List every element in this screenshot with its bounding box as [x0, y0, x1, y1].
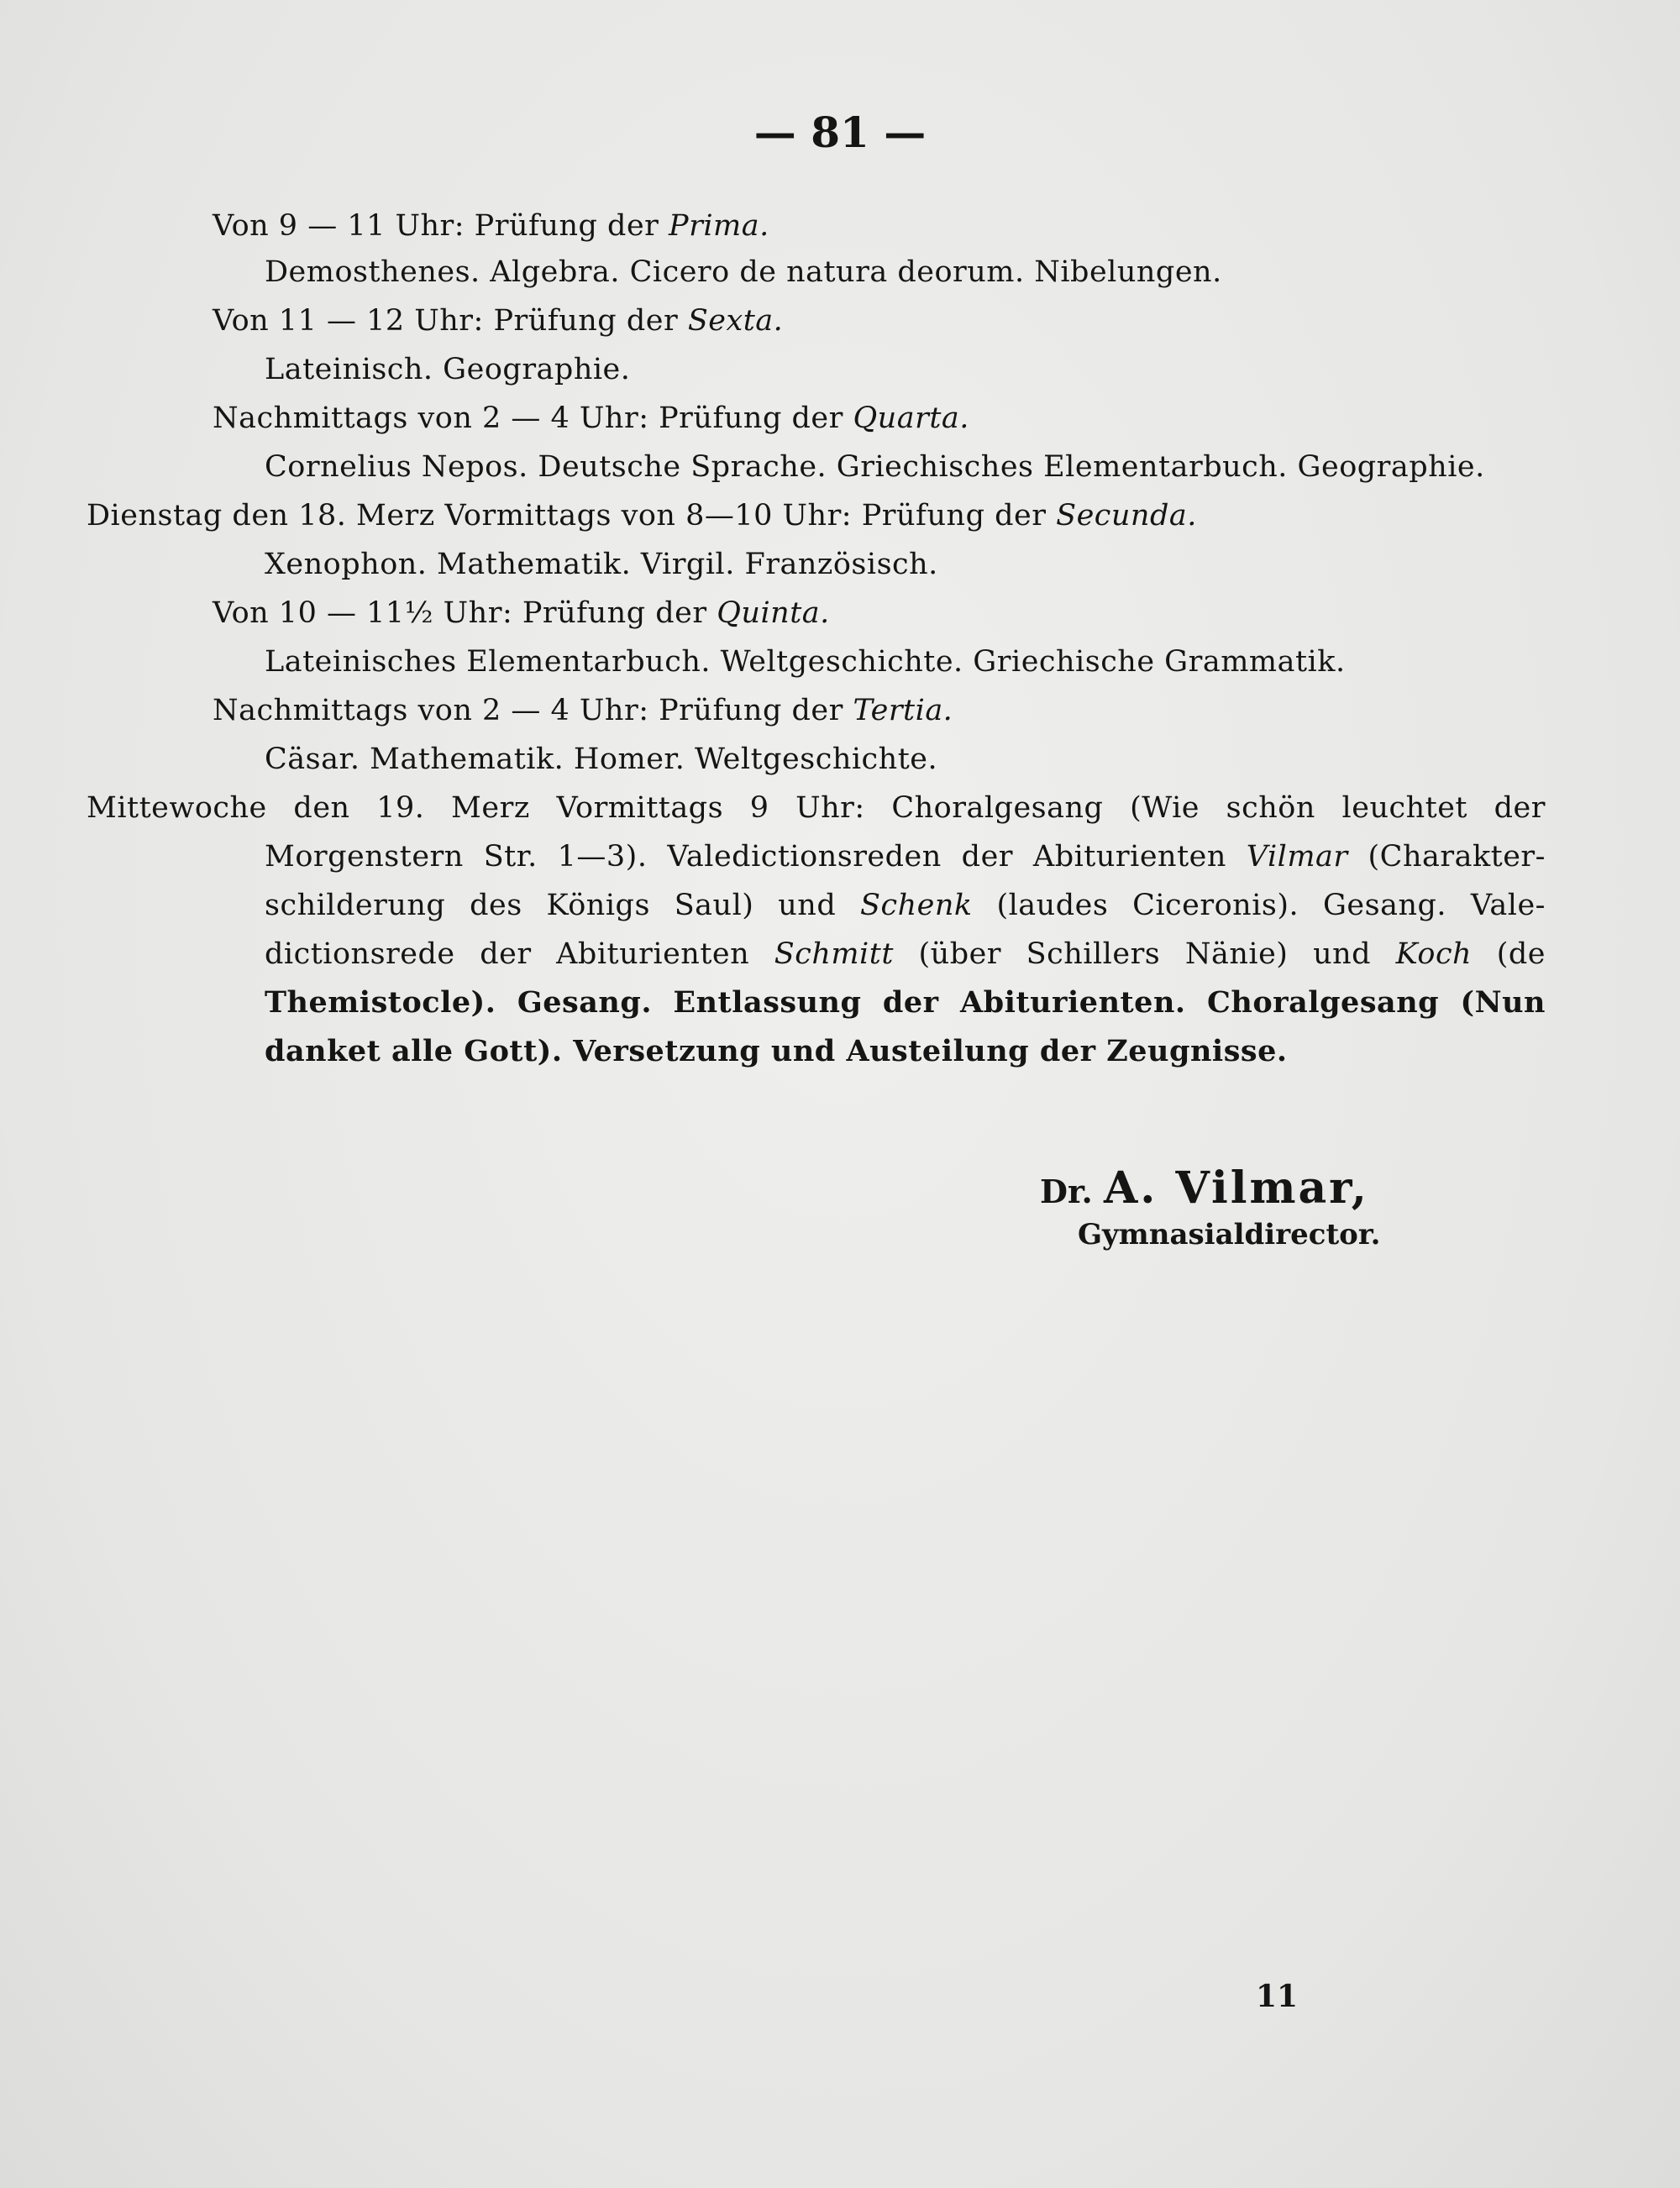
paragraph-line-2: Morgenstern Str. 1—3). Valedictionsreden der Abiturienten Vilmar (Charakter- [265, 840, 1546, 874]
schedule-line-secunda: Dienstag den 18. Merz Vormittags von 8—10 Uhr: Prüfung der Secunda. [87, 499, 1197, 533]
schedule-line-sexta: Von 11 — 12 Uhr: Prüfung der Sexta. [213, 304, 784, 338]
schedule-subjects-sexta: Lateinisch. Geographie. [265, 353, 631, 386]
schedule-line-tertia: Nachmittags von 2 — 4 Uhr: Prüfung der Tertia. [213, 694, 953, 727]
paragraph-line-4: dictionsrede der Abiturienten Schmitt (über Schillers Nänie) und Koch (de [265, 937, 1546, 971]
schedule-line-quinta: Von 10 — 11½ Uhr: Prüfung der Quinta. [213, 596, 830, 630]
schedule-subjects-quinta: Lateinisches Elementarbuch. Weltgeschichte. Griechische Grammatik. [265, 645, 1346, 679]
signature-name: A. Vilmar, [1103, 1162, 1369, 1214]
schedule-subjects-tertia: Cäsar. Mathematik. Homer. Weltgeschichte. [265, 742, 938, 776]
schedule-subjects-secunda: Xenophon. Mathematik. Virgil. Französisch. [265, 548, 938, 581]
paragraph-line-6: danket alle Gott). Versetzung und Austeilung der Zeugnisse. [265, 1034, 1288, 1068]
schedule-subjects-quarta: Cornelius Nepos. Deutsche Sprache. Griechisches Elementarbuch. Geographie. [265, 450, 1485, 484]
sheet-mark: 11 [1256, 1979, 1299, 2014]
paragraph-line-3: schilderung des Königs Saul) und Schenk (laudes Ciceronis). Gesang. Vale- [265, 889, 1546, 922]
schedule-line-prima: Von 9 — 11 Uhr: Prüfung der Prima. [213, 209, 769, 243]
signature-title: Gymnasialdirector. [1078, 1218, 1381, 1251]
signature: Dr. A. Vilmar, [1040, 1162, 1369, 1214]
schedule-line-quarta: Nachmittags von 2 — 4 Uhr: Prüfung der Quarta. [213, 401, 969, 435]
paragraph-line-1: Mittewoche den 19. Merz Vormittags 9 Uhr: Choralgesang (Wie schön leuchtet der [87, 791, 1546, 825]
paragraph-line-5: Themistocle). Gesang. Entlassung der Abiturienten. Choralgesang (Nun [265, 985, 1546, 1020]
schedule-subjects-prima: Demosthenes. Algebra. Cicero de natura deorum. Nibelungen. [265, 255, 1222, 289]
page-number: — 81 — [753, 108, 927, 157]
